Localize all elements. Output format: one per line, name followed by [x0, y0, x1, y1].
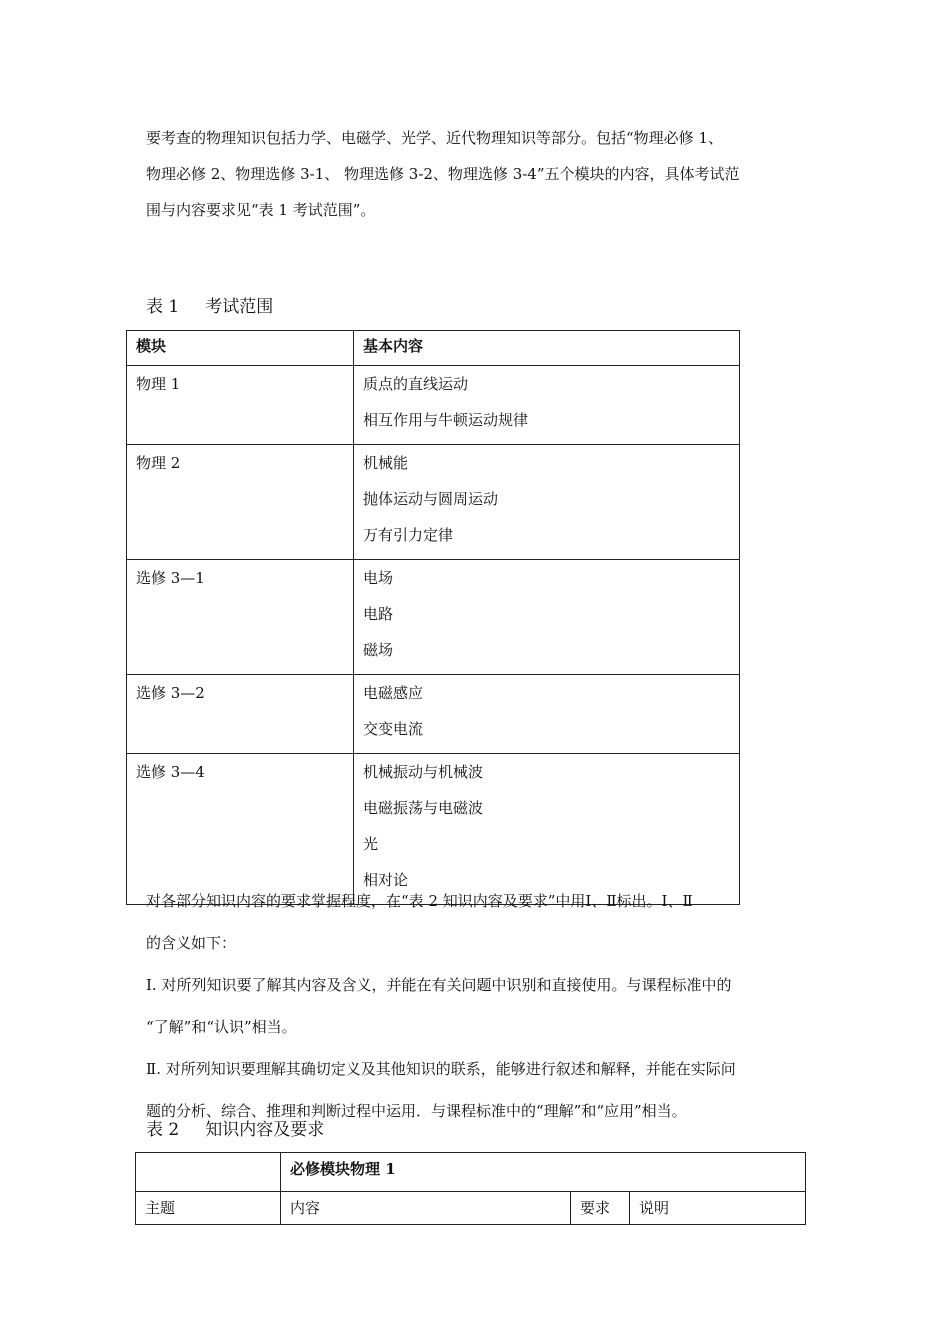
table1-caption-title: 考试范围 — [205, 297, 274, 317]
table1-caption-number: 表 1 — [146, 297, 180, 317]
table-row — [127, 366, 740, 445]
header-topic: 主题 — [136, 1192, 281, 1225]
requirements-line: “了解”和“认识”相当。 — [146, 1018, 297, 1036]
table2-title-row — [136, 1153, 806, 1192]
requirements-line: 题的分析、综合、推理和判断过程中运用．与课程标准中的“理解”和“应用”相当。 — [146, 1102, 687, 1120]
requirements-line: 对各部分知识内容的要求掌握程度，在“表 2 知识内容及要求”中用Ⅰ、Ⅱ标出。Ⅰ、Ⅱ — [146, 892, 693, 910]
module-cell: 选修 3—4 — [127, 754, 354, 905]
table2-blank-cell — [136, 1153, 281, 1192]
header-content: 基本内容 — [354, 331, 740, 366]
table2-header-row — [136, 1192, 806, 1225]
knowledge-requirements-table — [135, 1152, 806, 1225]
table2-module-title: 必修模块物理 1 — [281, 1153, 806, 1192]
table2-caption-number: 表 2 — [146, 1120, 180, 1140]
module-cell: 物理 2 — [127, 445, 354, 560]
module-cell: 物理 1 — [127, 366, 354, 445]
intro-line: 物理必修 2、物理选修 3-1、 物理选修 3-2、物理选修 3-4”五个模块的内容，具体考试范 — [146, 165, 740, 183]
exam-scope-table — [126, 330, 740, 905]
content-cell: 电磁感应 交变电流 — [354, 675, 740, 754]
table-row — [127, 445, 740, 560]
table-row — [127, 560, 740, 675]
intro-line: 要考查的物理知识包括力学、电磁学、光学、近代物理知识等部分。包括“物理必修 1、 — [146, 129, 723, 147]
content-cell: 电场 电路 磁场 — [354, 560, 740, 675]
header-content: 内容 — [281, 1192, 571, 1225]
module-cell: 选修 3—1 — [127, 560, 354, 675]
content-cell: 机械能 抛体运动与圆周运动 万有引力定律 — [354, 445, 740, 560]
header-requirement: 要求 — [571, 1192, 630, 1225]
requirements-line: 的含义如下： — [146, 934, 237, 952]
table1-caption — [146, 292, 273, 317]
intro-line: 围与内容要求见“表 1 考试范围”。 — [146, 201, 376, 219]
header-notes: 说明 — [630, 1192, 806, 1225]
header-module: 模块 — [127, 331, 354, 366]
content-cell: 质点的直线运动 相互作用与牛顿运动规律 — [354, 366, 740, 445]
intro-paragraph — [146, 120, 816, 228]
table2-caption-title: 知识内容及要求 — [205, 1120, 325, 1140]
table2-caption — [146, 1115, 324, 1140]
content-cell: 机械振动与机械波 电磁振荡与电磁波 光 相对论 — [354, 754, 740, 905]
requirements-line: Ⅰ. 对所列知识要了解其内容及含义，并能在有关问题中识别和直接使用。与课程标准中的 — [146, 976, 732, 994]
table-row — [127, 675, 740, 754]
table-header-row — [127, 331, 740, 366]
requirements-line: Ⅱ. 对所列知识要理解其确切定义及其他知识的联系，能够进行叙述和解释，并能在实际问 — [146, 1060, 736, 1078]
requirements-paragraph — [146, 880, 816, 1132]
module-cell: 选修 3—2 — [127, 675, 354, 754]
